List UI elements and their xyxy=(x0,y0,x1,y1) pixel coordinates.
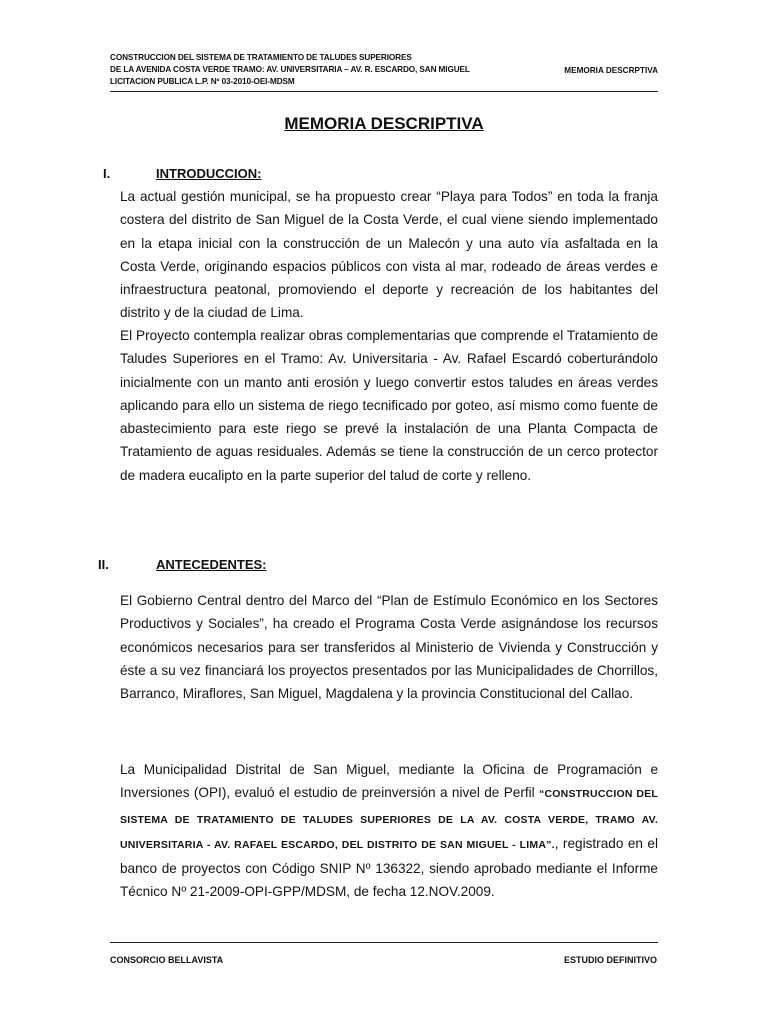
project-name-bold: “CONSTRUCCION DEL SISTEMA DE TRATAMIENTO DE TALUDES SUPERIORES DE LA AV. COSTA VERDE, TRAMO AV. UNIVERSITARIA - AV. RAFAEL ESCARDO, DEL DISTRITO DE SAN MIGUEL - LIMA”. xyxy=(120,788,658,851)
section-title: INTRODUCCION: xyxy=(156,166,262,181)
page-title: MEMORIA DESCRIPTIVA xyxy=(284,114,484,133)
paragraph-text: La Municipalidad Distrital de San Miguel, mediante la Oficina de Programación e Inversiones (OPI), evaluó el estudio de preinversión a nivel de Perfil xyxy=(120,762,658,801)
header-document-type: MEMORIA DESCRPTIVA xyxy=(564,66,658,75)
page-header xyxy=(110,52,658,88)
header-line-2: DE LA AVENIDA COSTA VERDE TRAMO: AV. UNIVERSITARIA – AV. R. ESCARDO, SAN MIGUEL xyxy=(110,65,470,74)
footer-study-type: ESTUDIO DEFINITIVO xyxy=(563,955,657,965)
paragraph-introduccion-2: El Proyecto contempla realizar obras complementarias que comprende el Tratamiento de Taludes Superiores en el Tramo: Av. Universitaria - Av. Rafael Escardó coberturándolo inicialmente con un manto anti erosión y luego convertir estos taludes en áreas verdes aplicando para ello un sistema de riego tecnificado por goteo, así mismo como fuente de abastecimiento para este riego se prevé la instalación de una Planta Compacta de Tratamiento de aguas residuales. Además se tiene la construcción de un cerco protector de madera eucalipto en la parte superior del talud de corte y relleno. xyxy=(120,328,658,483)
section-number: I. xyxy=(103,166,111,181)
paragraph-antecedentes-2 xyxy=(120,758,658,904)
section-number: II. xyxy=(98,557,109,572)
header-line-3: LICITACION PUBLICA L.P. Nº 03-2010-OEI-MDSM xyxy=(110,77,295,86)
footer-divider xyxy=(110,942,658,943)
paragraph-introduccion-1: La actual gestión municipal, se ha propuesto crear “Playa para Todos” en toda la franja costera del distrito de San Miguel de la Costa Verde, el cual viene siendo implementado en la etapa inicial con la construcción de un Malecón y una auto vía asfaltada en la Costa Verde, originando espacios públicos con vista al mar, rodeado de áreas verdes e infraestructura peatonal, promoviendo el deporte y recreación de los habitantes del distrito y de la ciudad de Lima. xyxy=(120,189,658,321)
header-line-1: CONSTRUCCION DEL SISTEMA DE TRATAMIENTO DE TALUDES SUPERIORES xyxy=(110,53,412,62)
paragraph-text: , registrado en el banco de proyectos con Código SNIP Nº 136322, siendo aprobado mediante el Informe Técnico Nº 21-2009-OPI-GPP/MDSM, de fecha 12.NOV.2009. xyxy=(120,835,658,900)
footer-company: CONSORCIO BELLAVISTA xyxy=(110,955,224,965)
header-divider xyxy=(110,91,658,92)
section-title: ANTECEDENTES: xyxy=(156,557,267,572)
paragraph-antecedentes-1: El Gobierno Central dentro del Marco del “Plan de Estímulo Económico en los Sectores Productivos y Sociales”, ha creado el Programa Costa Verde asignándose los recursos económicos necesarios para ser transferidos al Ministerio de Vivienda y Construcción y éste a su vez financiará los proyectos presentados por las Municipalidades de Chorrillos, Barranco, Miraflores, San Miguel, Magdalena y la provincia Constitucional del Callao. xyxy=(120,593,658,702)
